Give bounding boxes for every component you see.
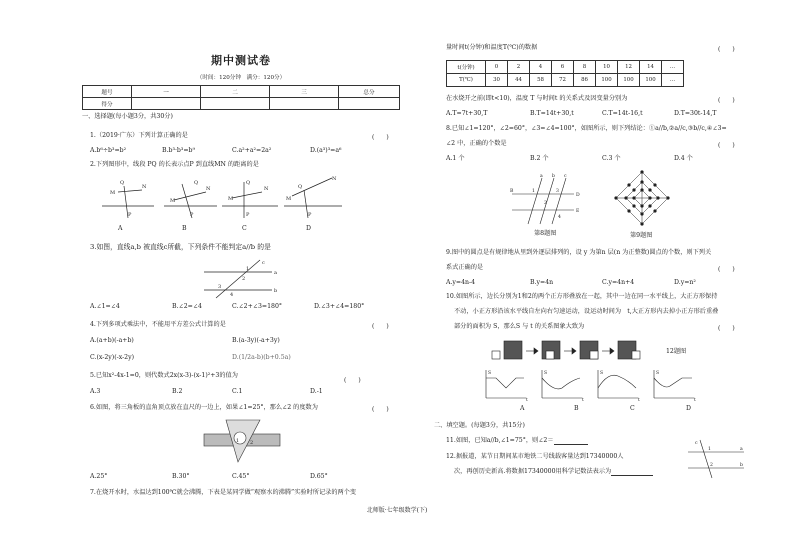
page-title: 期中测试卷 <box>211 54 271 67</box>
option-c[interactable]: C.(x-2y)(-x-2y) <box>90 354 135 361</box>
svg-text:c: c <box>695 441 698 446</box>
svg-text:3: 3 <box>218 284 222 290</box>
table-cell: 100 <box>596 74 618 87</box>
answer-paren[interactable]: ( ) <box>718 325 735 332</box>
svg-text:1: 1 <box>708 447 711 452</box>
table-header: t(分钟) <box>447 61 486 74</box>
table-row <box>83 98 400 110</box>
table-cell: 72 <box>552 74 574 87</box>
option-c[interactable]: C.T=14t-16,t <box>602 110 643 117</box>
exam-time-info: （时间：120分钟 满分：120分） <box>196 75 286 81</box>
score-cell[interactable] <box>201 98 270 110</box>
question-10-stem: 10.如图所示，边长分别为1和2的两个正方形叠放在一起，其中一边在同一水平线上，大正方形保持 <box>446 293 718 300</box>
svg-text:P: P <box>190 212 194 218</box>
question-12-stem-2 <box>454 468 653 476</box>
svg-text:P: P <box>246 212 250 218</box>
svg-text:N: N <box>332 176 337 182</box>
table-cell: 4 <box>530 61 552 74</box>
svg-text:S: S <box>488 371 492 376</box>
svg-text:Q: Q <box>246 180 251 186</box>
svg-text:M: M <box>110 190 116 196</box>
svg-text:t: t <box>526 398 528 403</box>
question-9-stem-2: 系式正确的是 <box>446 264 484 271</box>
score-table <box>82 85 400 110</box>
answer-paren[interactable]: ( ) <box>372 406 389 413</box>
figure-label: A <box>118 225 123 232</box>
table-cell: 10 <box>596 61 618 74</box>
svg-text:c: c <box>262 260 265 266</box>
q10-graphs-figure <box>482 368 702 402</box>
option-a[interactable]: A.y=4n-4 <box>446 279 476 286</box>
page-footer: 北师版·七年级数学(下) <box>366 507 428 514</box>
option-b[interactable]: B.30° <box>172 473 190 480</box>
answer-blank[interactable] <box>611 469 653 476</box>
svg-text:a: a <box>540 174 543 179</box>
option-a[interactable]: A.(a+b)(-a+b) <box>90 337 134 344</box>
option-d[interactable]: D.T=30t-14,T <box>674 110 717 117</box>
table-cell: 30 <box>486 74 508 87</box>
question-12-text: 次，再创历史新高.将数据17340000用科学记数法表示为 <box>454 468 612 475</box>
option-b[interactable]: B.T=14t+30,t <box>530 110 574 117</box>
question-12-stem: 12.据报道，某节日期间某市地铁二号线载客量达到17340000人 <box>446 453 624 460</box>
table-cell: 86 <box>574 74 596 87</box>
option-d[interactable]: D.(1/2a-b)(b+0.5a) <box>232 354 291 361</box>
svg-text:S: S <box>544 371 548 376</box>
question-10-stem-3: 部分的面积为 S，那么S 与 t 的关系图象大致为 <box>454 323 585 330</box>
score-label: 得分 <box>83 98 132 110</box>
svg-text:2: 2 <box>710 463 713 468</box>
svg-text:c: c <box>564 174 567 179</box>
right-column <box>434 0 754 546</box>
score-cell[interactable] <box>339 98 400 110</box>
svg-text:M: M <box>286 196 292 202</box>
option-b[interactable]: B.(a-3y)(-a+3y) <box>232 337 280 344</box>
svg-text:S: S <box>600 371 604 376</box>
svg-text:S: S <box>656 371 660 376</box>
answer-paren[interactable]: ( ) <box>718 46 735 53</box>
q6-figure <box>202 416 284 466</box>
answer-blank[interactable] <box>554 438 588 445</box>
svg-text:B: B <box>510 189 514 194</box>
svg-text:P: P <box>308 212 312 218</box>
svg-text:Q: Q <box>298 184 303 190</box>
svg-text:b: b <box>274 288 278 294</box>
q2-figures <box>82 172 400 232</box>
table-cell: 0 <box>486 61 508 74</box>
table-header: T(℃) <box>447 74 486 87</box>
table-cell: ... <box>662 74 684 87</box>
option-d[interactable]: D.-1 <box>310 388 323 395</box>
svg-text:2: 2 <box>544 201 547 206</box>
svg-text:E: E <box>576 209 580 214</box>
table-cell: ... <box>662 61 684 74</box>
table-cell: 100 <box>640 74 662 87</box>
option-c[interactable]: C.y=4n+4 <box>602 279 635 286</box>
svg-text:a: a <box>740 447 743 452</box>
question-2-stem: 2.下列图形中，线段 PQ 的长表示点P 到直线MN 的距离的是 <box>90 161 259 168</box>
option-c[interactable]: C.∠2+∠3=180° <box>232 303 282 310</box>
option-c[interactable]: C.1 <box>232 388 243 395</box>
q8-figure <box>510 172 586 228</box>
svg-text:1: 1 <box>236 438 240 444</box>
option-a[interactable]: A.1 个 <box>446 155 465 162</box>
answer-paren[interactable]: ( ) <box>372 323 389 330</box>
question-10-stem-2: 不动，小正方形沿该水平线自左向右匀速运动，设运动时间为 t,大正方形内去掉小正方形后重叠 <box>454 308 719 315</box>
option-d[interactable]: D.65° <box>310 473 328 480</box>
option-a[interactable]: A.25° <box>90 473 108 480</box>
figure-label: C <box>242 225 247 232</box>
option-d[interactable]: D.∠3+∠4=180° <box>314 303 365 310</box>
figure-caption: 12题图 <box>666 348 687 355</box>
figure-label: B <box>182 225 187 232</box>
score-header: 三 <box>270 86 339 98</box>
svg-text:4: 4 <box>558 215 561 220</box>
figure-caption: 第8题图 <box>534 230 557 237</box>
question-8-stem: 8.已知∠1=120°，∠2=60°，∠3=∠4=100°，如图所示，则下列结论：①a//b,②a//c,③b//c,④∠3= <box>446 125 727 132</box>
answer-paren[interactable]: ( ) <box>344 377 361 384</box>
option-b[interactable]: B.∠2=∠4 <box>172 303 202 310</box>
question-8-stem-2: ∠2 中，正确的个数是 <box>446 140 507 147</box>
question-9-stem: 9.图中的圆点是有规律地从里到外逐层排列的，设 y 为第n 层(n 为正整数)圆点的个数，则下列关 <box>446 249 712 256</box>
option-a[interactable]: A.3 <box>90 388 101 395</box>
svg-text:N: N <box>264 186 269 192</box>
answer-paren[interactable]: ( ) <box>372 134 389 141</box>
data-table <box>446 60 684 87</box>
score-header: 总分 <box>339 86 400 98</box>
svg-text:Q: Q <box>194 180 199 186</box>
option-a[interactable]: A.T=7t+30,T <box>446 110 488 117</box>
svg-text:M: M <box>170 198 176 204</box>
option-b[interactable]: B.b³·b³=b⁹ <box>162 147 195 154</box>
question-1-stem: 1.（2019·广东）下列计算正确的是 <box>90 132 188 139</box>
q11-figure <box>686 438 746 480</box>
option-a[interactable]: A.b⁶÷b³=b² <box>90 147 127 154</box>
svg-text:1: 1 <box>246 266 250 272</box>
option-c[interactable]: C.3 个 <box>602 155 621 162</box>
option-b[interactable]: B.2 <box>172 388 183 395</box>
table-cell: 8 <box>574 61 596 74</box>
svg-text:b: b <box>740 463 743 468</box>
figure-label: C <box>630 405 635 412</box>
score-cell[interactable] <box>270 98 339 110</box>
svg-text:b: b <box>552 174 555 179</box>
question-7-stem-cont: 量时间t(分钟)和温度T(℃)的数据 <box>446 44 538 51</box>
svg-text:N: N <box>142 184 147 190</box>
question-11-stem <box>446 437 588 445</box>
option-d[interactable]: D.4 个 <box>674 155 693 162</box>
svg-text:a: a <box>274 270 277 276</box>
table-cell: 14 <box>640 61 662 74</box>
table-row <box>447 61 684 74</box>
table-cell: 58 <box>530 74 552 87</box>
score-header: 二 <box>201 86 270 98</box>
figure-caption: 第9题图 <box>630 232 653 239</box>
section-heading: 一、选择题(每小题3分，共30分) <box>82 113 173 120</box>
figure-label: B <box>574 405 579 412</box>
q3-figure <box>202 256 282 300</box>
answer-paren[interactable]: ( ) <box>718 97 735 104</box>
svg-text:P: P <box>128 212 132 218</box>
question-5-stem: 5.已知x²-4x-1=0，则代数式2x(x-3)-(x-1)²+3的值为 <box>90 372 238 379</box>
option-b[interactable]: B.y=4n <box>530 279 554 286</box>
figure-label: D <box>306 225 311 232</box>
option-c[interactable]: C.a²+a²=2a² <box>232 147 272 154</box>
question-7-text: 在水烧开之前(即t<10)，温度 T 与时间t 的关系式及因变量分别为 <box>446 95 628 102</box>
svg-text:M: M <box>228 196 234 202</box>
table-row <box>447 74 684 87</box>
svg-text:D: D <box>576 193 580 198</box>
svg-text:t: t <box>582 398 584 403</box>
table-row <box>83 86 400 98</box>
figure-label: A <box>520 405 525 412</box>
svg-text:1: 1 <box>532 189 535 194</box>
question-3-stem: 3.如图，直线a,b 被直线c所截，下列条件不能判定a//b 的是 <box>90 243 271 251</box>
answer-paren[interactable]: ( ) <box>718 266 735 273</box>
question-11-text: 11.如图，已知a//b,∠1=75°，则∠2＝ <box>446 437 554 444</box>
figure-label: D <box>686 405 691 412</box>
question-7-stem: 7.在烧开水时，水温达到100℃就会沸腾，下表是某同学做“观察水的沸腾”实验时所记录的两个变 <box>90 489 357 496</box>
score-header: 一 <box>132 86 201 98</box>
svg-text:2: 2 <box>250 440 254 446</box>
table-cell: 6 <box>552 61 574 74</box>
svg-text:t: t <box>694 398 696 403</box>
question-6-stem: 6.如图，将三角板的直角顶点放在直尺的一边上，如果∠1=25°，那么∠2 的度数为 <box>90 404 318 411</box>
option-c[interactable]: C.45° <box>232 473 250 480</box>
table-cell: 44 <box>508 74 530 87</box>
option-d[interactable]: D.y=n² <box>674 279 696 286</box>
option-a[interactable]: A.∠1=∠4 <box>90 303 120 310</box>
question-4-stem: 4.下列多项式乘法中，不能用平方差公式计算的是 <box>90 321 226 328</box>
section-heading: 二、填空题。(每题3分，共15分) <box>434 422 525 429</box>
left-column <box>82 0 400 546</box>
svg-text:N: N <box>206 186 211 192</box>
svg-text:2: 2 <box>242 276 246 282</box>
option-b[interactable]: B.2 个 <box>530 155 549 162</box>
option-d[interactable]: D.(a³)³=a⁶ <box>310 147 342 154</box>
score-cell[interactable] <box>132 98 201 110</box>
svg-text:Q: Q <box>120 180 125 186</box>
q10-squares-figure <box>490 337 670 363</box>
svg-text:4: 4 <box>230 292 234 298</box>
score-header: 题号 <box>83 86 132 98</box>
table-cell: 100 <box>618 74 640 87</box>
q9-figure <box>612 168 672 228</box>
answer-paren[interactable]: ( ) <box>718 142 735 149</box>
svg-text:3: 3 <box>556 189 559 194</box>
table-cell: 2 <box>508 61 530 74</box>
table-cell: 12 <box>618 61 640 74</box>
svg-text:t: t <box>638 398 640 403</box>
